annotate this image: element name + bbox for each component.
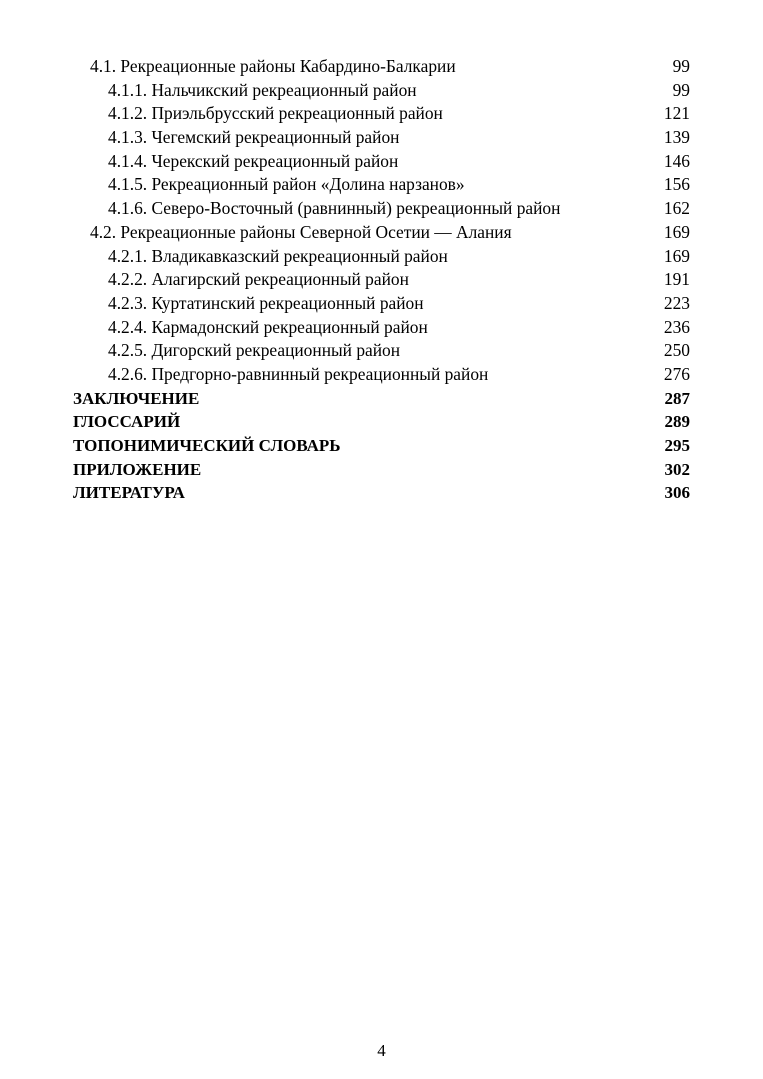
page-number: 4 [377,1041,386,1060]
toc-entry-4-1-4 [73,150,690,174]
toc-entry-page: 169 [663,245,690,266]
table-of-contents [73,55,690,505]
toc-entry-page: 236 [663,316,690,337]
toc-entry-page: 139 [663,127,690,148]
toc-entry-page: 146 [663,150,690,171]
toc-entry-title: 4.2.1. Владикавказский рекреационный район [108,245,448,266]
toc-entry-title: 4.2.2. Алагирский рекреационный район [108,269,409,290]
toc-entry-page: 156 [663,174,690,195]
toc-entry-page: 169 [663,221,690,242]
toc-entry-appendix [73,458,690,482]
toc-entry-page: 121 [663,103,690,124]
toc-entry-page: 276 [663,363,690,384]
toc-entry-title: ПРИЛОЖЕНИЕ [73,459,202,479]
toc-entry-title: 4.2. Рекреационные районы Северной Осетии — Алания [90,221,512,242]
toc-entry-title: 4.2.5. Дигорский рекреационный район [108,340,401,361]
toc-entry-title: ЗАКЛЮЧЕНИЕ [73,388,200,408]
toc-entry-4-2-3 [73,292,690,316]
toc-entry-title: ГЛОССАРИЙ [73,412,181,432]
toc-entry-4-2 [73,221,690,245]
toc-entry-literature [73,481,690,505]
toc-entry-title: 4.1.6. Северо-Восточный (равнинный) рекреационный район [108,198,561,219]
toc-entry-page: 223 [663,292,690,313]
toc-entry-title: 4.1.5. Рекреационный район «Долина нарзанов» [108,174,465,195]
toc-entry-title: 4.1.1. Нальчикский рекреационный район [108,79,417,100]
toc-entry-page: 302 [664,459,690,479]
toc-entry-page: 250 [663,340,690,361]
toc-entry-4-1-3 [73,126,690,150]
toc-entry-title: 4.2.6. Предгорно-равнинный рекреационный район [108,363,489,384]
toc-entry-title: 4.1.2. Приэльбрусский рекреационный район [108,103,443,124]
toc-entry-page: 295 [664,436,690,455]
toc-entry-glossary [73,410,690,434]
toc-entry-4-1-6 [73,197,690,221]
toc-entry-conclusion [73,387,690,411]
toc-entry-title: 4.1. Рекреационные районы Кабардино-Балкарии [90,56,456,76]
toc-entry-4-1-5 [73,173,690,197]
toc-entry-4-2-6 [73,363,690,387]
toc-entry-page: 99 [672,79,690,100]
toc-entry-4-1-2 [73,102,690,126]
toc-entry-title: ЛИТЕРАТУРА [73,483,185,503]
toc-entry-title: 4.1.3. Чегемский рекреационный район [108,127,400,148]
toc-entry-page: 287 [664,388,690,408]
toc-entry-toponymic-dictionary [73,434,690,458]
toc-entry-4-2-4 [73,316,690,340]
toc-entry-title: 4.1.4. Черекский рекреационный район [108,150,399,171]
toc-entry-4-1-1 [73,79,690,103]
toc-entry-page: 99 [672,56,690,76]
toc-entry-4-2-2 [73,268,690,292]
toc-entry-title: 4.2.4. Кармадонский рекреационный район [108,316,428,337]
toc-entry-page: 289 [664,412,690,432]
toc-entry-4-2-5 [73,339,690,363]
toc-entry-title: 4.2.3. Куртатинский рекреационный район [108,292,424,313]
toc-entry-page: 306 [664,483,690,503]
toc-entry-page: 191 [663,269,690,290]
toc-entry-4-1 [73,55,690,79]
toc-entry-title: ТОПОНИМИЧЕСКИЙ СЛОВАРЬ [73,436,341,455]
toc-entry-page: 162 [663,198,690,219]
toc-entry-4-2-1 [73,245,690,269]
